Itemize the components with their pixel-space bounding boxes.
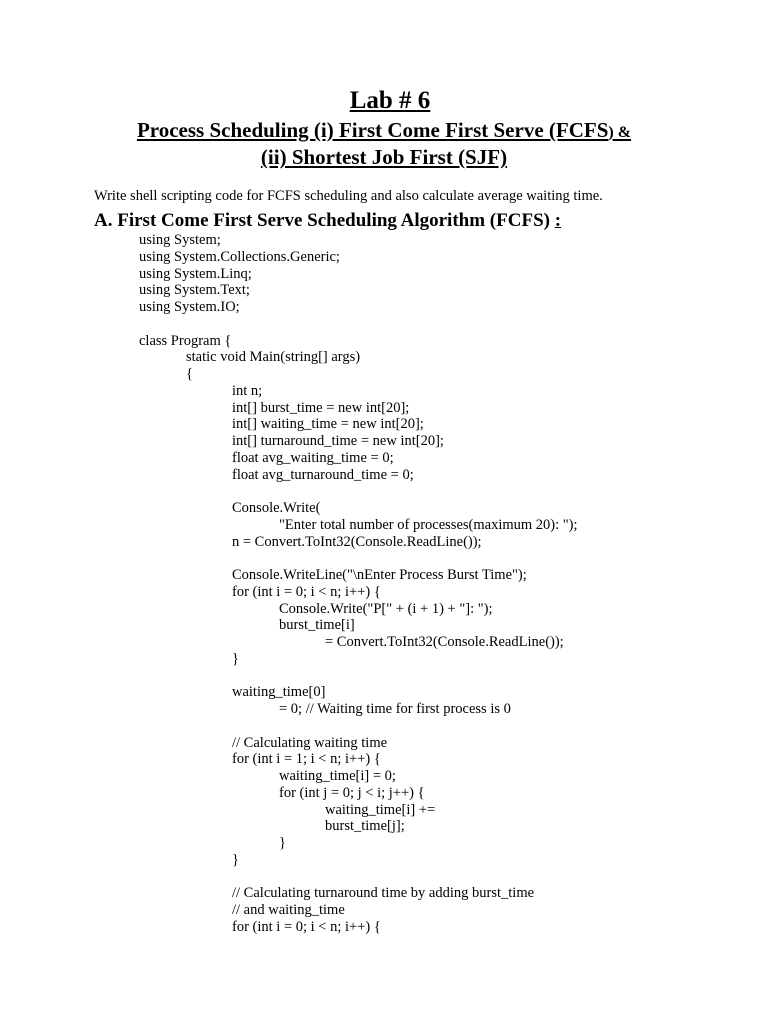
code-line: // Calculating turnaround time by adding burst_time	[232, 885, 535, 902]
subtitle-line-1-main: Process Scheduling (i) First Come First Serve (FCFS	[136, 118, 609, 142]
code-line: // Calculating waiting time	[232, 734, 388, 751]
section-heading	[94, 207, 561, 235]
code-line	[0, 869, 578, 886]
code-line: Console.Write("P[" + (i + 1) + "]: ");	[279, 600, 493, 617]
code-line	[0, 550, 578, 567]
code-line: waiting_time[i] = 0;	[279, 768, 396, 784]
code-line: using System.Linq;	[139, 265, 252, 282]
subtitle-line-1-tail: ) &	[608, 124, 632, 141]
code-line: burst_time[j];	[325, 818, 405, 835]
code-line: int[] waiting_time = new int[20];	[232, 416, 424, 433]
code-line: int[] burst_time = new int[20];	[232, 399, 410, 416]
code-line: Console.Write(	[232, 500, 321, 516]
code-line: class Program {	[139, 332, 232, 349]
code-line: float avg_turnaround_time = 0;	[232, 466, 414, 483]
code-line: }	[232, 851, 239, 868]
code-line: = Convert.ToInt32(Console.ReadLine());	[325, 634, 564, 650]
code-line: using System;	[139, 232, 221, 248]
code-line: waiting_time[i] +=	[325, 801, 436, 818]
code-line: using System.IO;	[139, 299, 240, 315]
section-title: First Come First Serve Scheduling Algorithm (FCFS)	[117, 210, 550, 231]
intro-paragraph: Write shell scripting code for FCFS scheduling and also calculate average waiting time.	[94, 188, 603, 204]
code-line: for (int i = 0; i < n; i++) {	[232, 583, 381, 600]
code-listing	[0, 232, 578, 936]
code-line: for (int j = 0; j < i; j++) {	[279, 784, 425, 801]
code-line: "Enter total number of processes(maximum 20): ");	[279, 516, 578, 533]
lab-title: Lab # 6	[349, 87, 431, 114]
code-line	[0, 316, 578, 333]
code-line: }	[232, 650, 239, 667]
code-line	[0, 668, 578, 685]
code-line	[0, 483, 578, 500]
code-line: n = Convert.ToInt32(Console.ReadLine());	[232, 533, 482, 550]
code-line: int[] turnaround_time = new int[20];	[232, 433, 444, 449]
subtitle-line-2: (ii) Shortest Job First (SJF)	[260, 145, 508, 169]
code-line: for (int i = 0; i < n; i++) {	[232, 918, 381, 935]
code-line: }	[279, 835, 286, 851]
code-line: burst_time[i]	[279, 617, 355, 634]
code-line: waiting_time[0]	[232, 684, 326, 701]
code-line: {	[186, 366, 193, 382]
code-line: int n;	[232, 382, 263, 399]
code-line: static void Main(string[] args)	[186, 349, 361, 366]
code-line: Console.WriteLine("\nEnter Process Burst Time");	[232, 567, 527, 583]
code-line	[0, 718, 578, 735]
code-line: using System.Text;	[139, 282, 250, 299]
section-marker: A.	[94, 210, 113, 231]
code-line: for (int i = 1; i < n; i++) {	[232, 751, 381, 768]
code-line: // and waiting_time	[232, 902, 345, 918]
code-line: float avg_waiting_time = 0;	[232, 449, 394, 466]
code-line: using System.Collections.Generic;	[139, 248, 340, 265]
code-line: = 0; // Waiting time for first process is 0	[279, 701, 511, 717]
section-colon: :	[554, 210, 562, 231]
